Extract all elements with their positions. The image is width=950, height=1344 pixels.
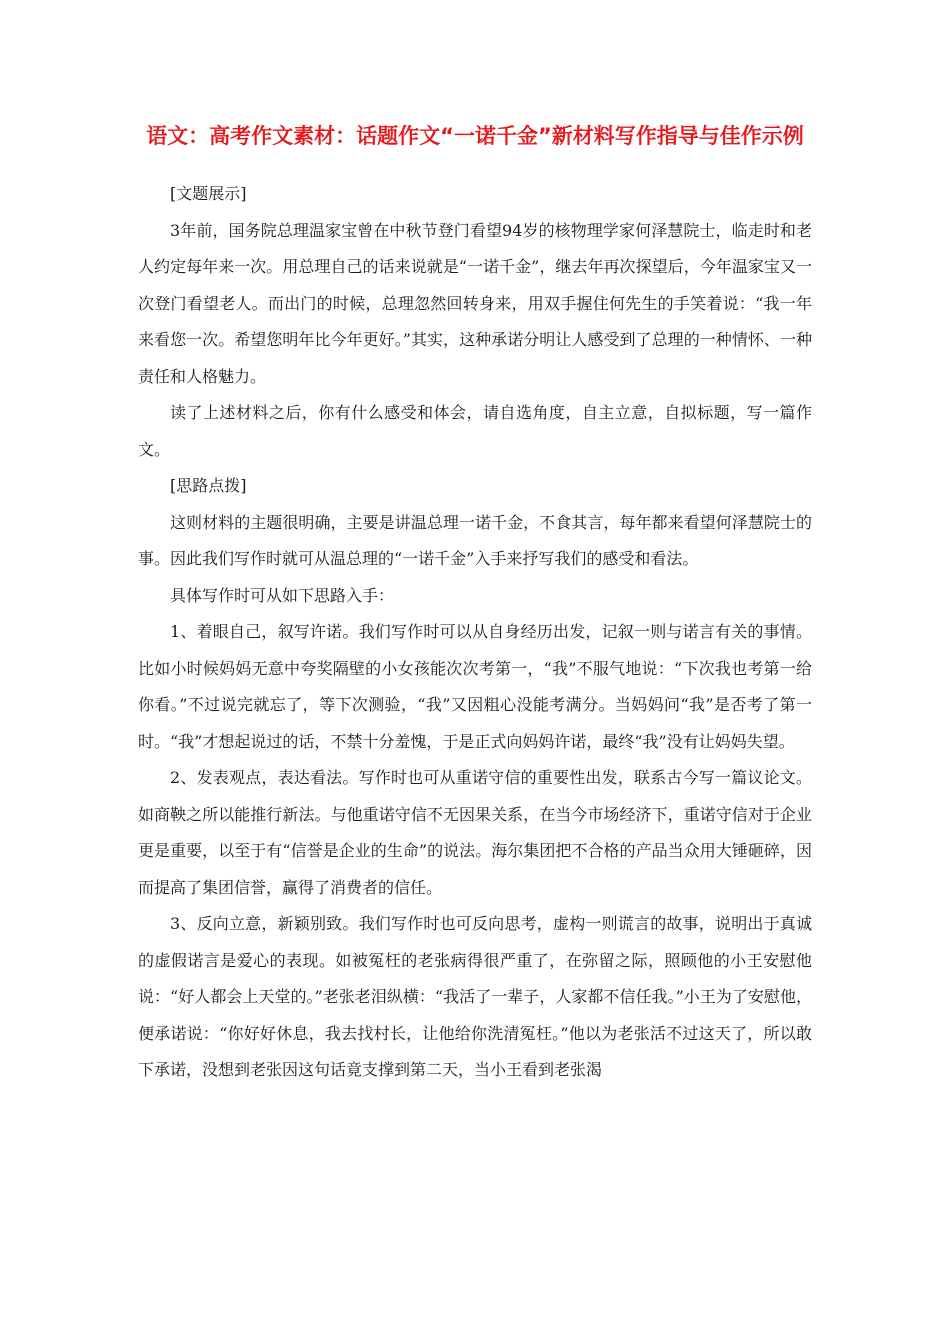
section-heading-prompt: [文题展示] (170, 184, 247, 203)
paragraph: 3、反向立意，新颖别致。我们写作时也可反向思考，虚构一则谎言的故事，说明出于真诚的虚假诺言是爱心的表现。如被冤枉的老张病得很严重了，在弥留之际，照顾他的小王安慰他说：“好人都会上天堂的。”老张老泪纵横：“我活了一辈子，人家都不信任我。”小王为了安慰他，便承诺说：“你好好休息，我去找村长，让他给你洗清冤枉。”他以为老张活不过这天了，所以敢下承诺，没想到老张因这句话竟支撑到第二天，当小王看到老张渴 (138, 914, 812, 1079)
paragraph: 这则材料的主题很明确，主要是讲温总理一诺千金，不食其言，每年都来看望何泽慧院士的事。因此我们写作时就可从温总理的“一诺千金”入手来抒写我们的感受和看法。 (138, 512, 812, 568)
section-heading-guidance: [思路点拨] (170, 476, 247, 495)
paragraph: 1、着眼自己，叙写许诺。我们写作时可以从自身经历出发，记叙一则与诺言有关的事情。比如小时候妈妈无意中夸奖隔壁的小女孩能次次考第一，“我”不服气地说：“下次我也考第一给你看。”不过说完就忘了，等下次测验，“我”又因粗心没能考满分。当妈妈问“我”是否考了第一时。“我”才想起说过的话，不禁十分羞愧，于是正式向妈妈许诺，最终“我”没有让妈妈失望。 (138, 622, 812, 751)
paragraph: 具体写作时可从如下思路入手： (170, 585, 395, 605)
paragraph: 读了上述材料之后，你有什么感受和体会，请自选角度，自主立意，自拟标题，写一篇作文。 (138, 403, 812, 459)
document-body (138, 176, 812, 1089)
document-title: 语文：高考作文素材：话题作文“一诺千金”新材料写作指导与佳作示例 (146, 124, 804, 148)
paragraph: 3年前，国务院总理温家宝曾在中秋节登门看望94岁的核物理学家何泽慧院士，临走时和老人约定每年来一次。用总理自己的话来说就是“一诺千金”，继去年再次探望后，今年温家宝又一次登门看望老人。而出门的时候，总理忽然回转身来，用双手握住何先生的手笑着说：“我一年来看您一次。希望您明年比今年更好。”其实，这种承诺分明让人感受到了总理的一种情怀、一种责任和人格魅力。 (138, 220, 812, 386)
paragraph: 2、发表观点，表达看法。写作时也可从重诺守信的重要性出发，联系古今写一篇议论文。如商鞅之所以能推行新法。与他重诺守信不无因果关系，在当今市场经济下，重诺守信对于企业更是重要，以至于有“信誉是企业的生命”的说法。海尔集团把不合格的产品当众用大锤砸碎，因而提高了集团信誉，赢得了消费者的信任。 (138, 768, 812, 897)
